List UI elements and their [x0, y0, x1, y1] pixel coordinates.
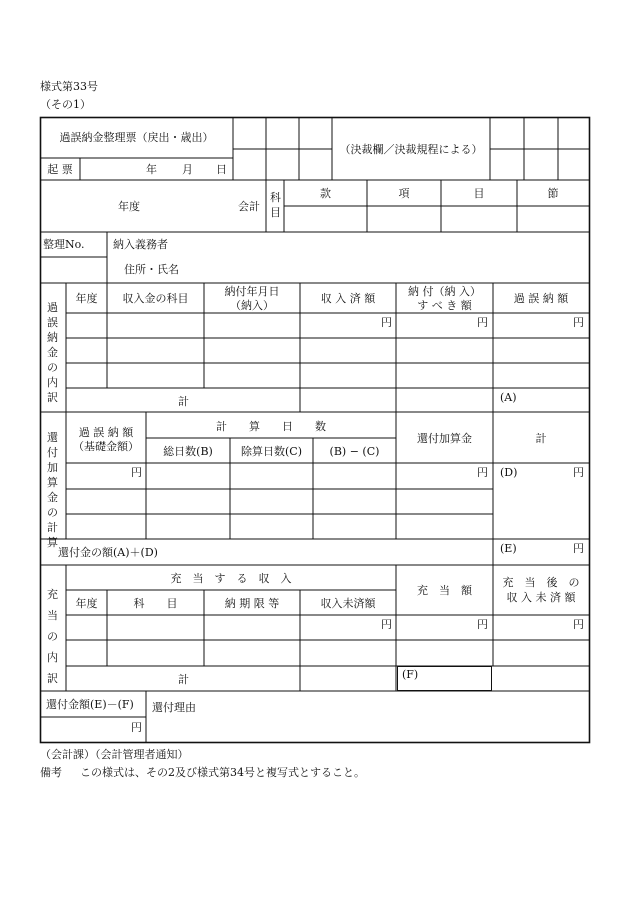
form-sub-number: （その1） [40, 98, 91, 111]
address-name-label: 住所・氏名 [124, 263, 179, 276]
voucher-label: 起 票 [47, 163, 73, 176]
appr-year-header: 年度 [75, 597, 98, 610]
voucher-day-label: 日 [216, 163, 227, 176]
overpaid-yen-unit: 円 [573, 316, 584, 329]
kan-header: 款 [320, 187, 331, 200]
received-header: 収 入 済 額 [320, 292, 376, 305]
mark-f: (F) [402, 668, 419, 681]
due-header: 納 付（納 入） [408, 285, 481, 298]
received-yen-unit: 円 [381, 316, 392, 329]
fiscal-year-label: 年度 [118, 200, 140, 213]
b-minus-c-header: (B) − (C) [329, 445, 380, 458]
setsu-header: 節 [547, 187, 559, 200]
refund-reason-label: 還付理由 [152, 701, 196, 714]
overpay-year-header: 年度 [75, 292, 98, 305]
pay-date-header-sub: （納入） [230, 299, 274, 312]
appr-subject-header: 科 目 [133, 597, 178, 610]
overpay-total-label: 計 [178, 395, 189, 408]
refund-section-label: 還付加算金の計算 [47, 431, 58, 549]
mark-a: (A) [500, 391, 517, 404]
excluded-days-header: 除算日数(C) [241, 445, 302, 458]
refund-sum-header: 計 [535, 432, 547, 445]
mark-e: (E) [500, 542, 517, 555]
overpaid-header: 過 誤 納 額 [513, 292, 569, 305]
refund-amount-label: 還付金の額(A)＋(D) [58, 546, 158, 559]
moku-header: 目 [473, 187, 485, 200]
appropriated-yen-unit: 円 [477, 618, 488, 631]
due-header-sub: す べ き 額 [417, 299, 472, 312]
remarks-label: 備考 [40, 766, 62, 779]
appropriation-section-label: 充当の内訳 [47, 588, 58, 685]
pay-date-header: 納付年月日 [224, 285, 280, 298]
form-title: 過誤納金整理票（戻出・歳出） [59, 131, 214, 144]
addition-yen-unit: 円 [477, 466, 488, 479]
form-number: 様式第33号 [40, 80, 98, 93]
outstanding-header: 収入未済額 [320, 597, 376, 610]
kou-header: 項 [398, 187, 410, 200]
deadline-header: 納 期 限 等 [224, 597, 280, 610]
after-header: 充 当 後 の [502, 576, 580, 589]
decision-note: （決裁欄／決裁規程による） [339, 143, 483, 156]
overpay-section-label: 過誤納金の内訳 [47, 301, 58, 404]
mark-d: (D) [500, 466, 518, 479]
after-yen-unit: 円 [573, 618, 584, 631]
calc-days-header: 計 算 日 数 [216, 420, 326, 433]
income-header: 充 当 す る 収 入 [170, 572, 292, 585]
due-yen-unit: 円 [477, 316, 488, 329]
e-yen-unit: 円 [573, 542, 584, 555]
final-yen-unit: 円 [131, 721, 142, 734]
final-refund-label: 還付金額(E)－(F) [46, 698, 134, 711]
base-yen-unit: 円 [131, 466, 142, 479]
revenue-subject-header: 収入金の科目 [122, 292, 189, 305]
ref-no-label: 整理No. [43, 238, 85, 251]
d-yen-unit: 円 [573, 466, 584, 479]
after-header-sub: 収 入 未 済 額 [506, 591, 576, 604]
footer-notice: （会計課）（会計管理者通知） [40, 748, 189, 761]
account-label: 会計 [238, 200, 260, 213]
remarks-text: この様式は、その2及び様式第34号と複写式とすること。 [80, 766, 365, 779]
total-days-header: 総日数(B) [163, 445, 213, 458]
appropriated-header: 充 当 額 [417, 584, 472, 597]
obligor-label: 納入義務者 [113, 238, 168, 251]
subject-label: 科目 [270, 191, 281, 219]
base-amount-header: 過 誤 納 額 [78, 426, 134, 439]
voucher-year-label: 年 [146, 163, 157, 176]
addition-header: 還付加算金 [417, 432, 472, 445]
voucher-month-label: 月 [182, 163, 193, 176]
appr-total-label: 計 [178, 673, 189, 686]
base-amount-header-sub: （基礎金額） [73, 440, 139, 453]
outstanding-yen-unit: 円 [381, 618, 392, 631]
